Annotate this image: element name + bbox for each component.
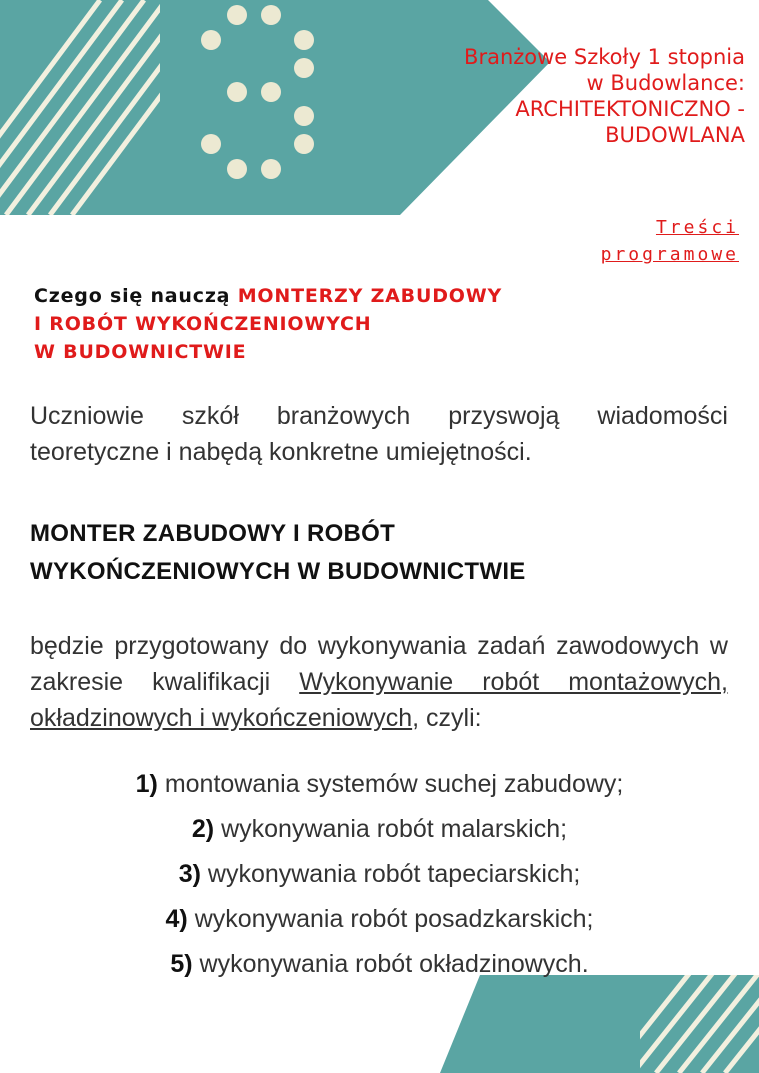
section-heading-line: MONTER ZABUDOWY I ROBÓT [30,520,396,547]
list-item-number: 1) [135,770,158,798]
list-item [0,762,759,807]
school-title-line: w Budowlance: [586,71,745,95]
school-title-line: BUDOWLANA [605,123,745,147]
list-item-number: 3) [178,860,201,888]
intro-heading-red-3: W BUDOWNICTWIE [34,341,247,363]
list-item-text: wykonywania robót tapeciarskich; [207,860,581,888]
school-title-line: Branżowe Szkoły 1 stopnia [464,45,745,69]
subtitle [601,214,739,268]
list-item [0,897,759,942]
school-title-line: ARCHITEKTONICZNO - [515,97,745,121]
intro-heading-prefix: Czego się nauczą [34,285,238,307]
list-item [0,852,759,897]
list-item-text: wykonywania robót posadzkarskich; [194,905,594,933]
qualification-name: Wykonywanie robót montażowych, okładzinowych i wykończeniowych [30,668,729,732]
list-item-text: wykonywania robót malarskich; [221,815,568,843]
qualification-intro-text: będzie przygotowany do wykonywania zadań zawodowych w zakresie kwalifikacji [30,632,728,696]
subtitle-line: programowe [600,244,739,265]
qualification-paragraph [30,628,728,736]
list-item-number: 2) [191,815,215,843]
section-heading [30,515,730,591]
intro-paragraph: Uczniowie szkół branżowych przyswoją wiadomości teoretyczne i nabędą konkretne umiejętności. [30,402,728,466]
section-heading-line: WYKOŃCZENIOWYCH W BUDOWNICTWIE [30,558,526,585]
list-item-number: 4) [165,905,188,933]
intro-heading-red-1: MONTERZY ZABUDOWY [237,285,503,307]
qualification-trailing-text: , czyli: [412,704,482,732]
task-list [0,762,759,987]
school-title [345,44,745,148]
list-item [0,807,759,852]
intro-heading [34,282,594,366]
list-item-text: wykonywania robót okładzinowych. [199,950,589,978]
list-item-text: montowania systemów suchej zabudowy; [164,770,624,798]
list-item [0,942,759,987]
subtitle-line: Treści [655,217,739,238]
list-item-number: 5) [170,950,193,978]
intro-heading-red-2: I ROBÓT WYKOŃCZENIOWYCH [34,313,372,335]
